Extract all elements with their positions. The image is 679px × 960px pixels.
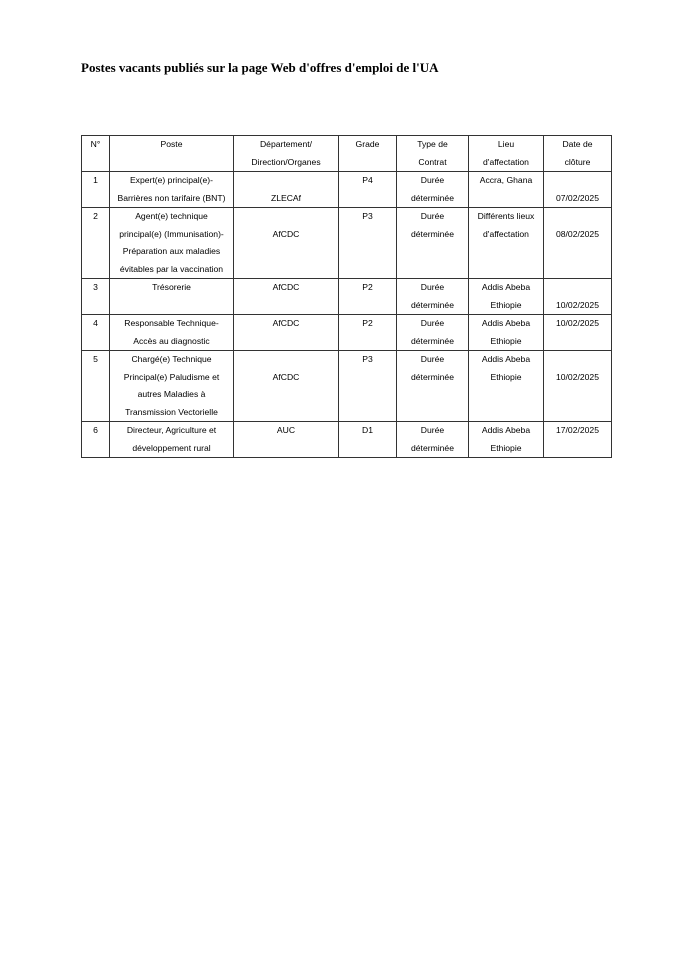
cell-departement: AfCDC bbox=[234, 208, 339, 279]
header-type-contrat: Type de Contrat bbox=[397, 136, 469, 172]
table-row bbox=[82, 351, 612, 422]
cell-departement: AUC bbox=[234, 422, 339, 458]
cell-departement: AfCDC bbox=[234, 315, 339, 351]
cell-date-cloture: 08/02/2025 bbox=[544, 208, 612, 279]
header-grade: Grade bbox=[339, 136, 397, 172]
cell-lieu: Addis Abeba Ethiopie bbox=[469, 315, 544, 351]
cell-lieu: Addis Abeba Ethiopie bbox=[469, 422, 544, 458]
header-poste: Poste bbox=[110, 136, 234, 172]
cell-grade: P3 bbox=[339, 351, 397, 422]
cell-date-cloture: 10/02/2025 bbox=[544, 351, 612, 422]
cell-num: 2 bbox=[82, 208, 110, 279]
table-row bbox=[82, 208, 612, 279]
cell-poste: Chargé(e) Technique Principal(e) Paludisme et autres Maladies à Transmission Vectorielle bbox=[110, 351, 234, 422]
header-date-cloture: Date de clôture bbox=[544, 136, 612, 172]
cell-type-contrat: Durée déterminée bbox=[397, 172, 469, 208]
header-num: N° bbox=[82, 136, 110, 172]
table-header-row bbox=[82, 136, 612, 172]
cell-lieu: Accra, Ghana bbox=[469, 172, 544, 208]
cell-grade: P3 bbox=[339, 208, 397, 279]
cell-type-contrat: Durée déterminée bbox=[397, 351, 469, 422]
cell-departement: AfCDC bbox=[234, 279, 339, 315]
cell-lieu: Différents lieux d'affectation bbox=[469, 208, 544, 279]
cell-num: 1 bbox=[82, 172, 110, 208]
table-row bbox=[82, 172, 612, 208]
cell-date-cloture: 10/02/2025 bbox=[544, 279, 612, 315]
cell-poste: Directeur, Agriculture et développement rural bbox=[110, 422, 234, 458]
cell-type-contrat: Durée déterminée bbox=[397, 315, 469, 351]
cell-date-cloture: 17/02/2025 bbox=[544, 422, 612, 458]
cell-type-contrat: Durée déterminée bbox=[397, 279, 469, 315]
cell-num: 4 bbox=[82, 315, 110, 351]
cell-poste: Agent(e) technique principal(e) (Immunisation)- Préparation aux maladies évitables par la vaccination bbox=[110, 208, 234, 279]
table-row bbox=[82, 279, 612, 315]
cell-grade: P2 bbox=[339, 279, 397, 315]
cell-date-cloture: 07/02/2025 bbox=[544, 172, 612, 208]
header-lieu: Lieu d'affectation bbox=[469, 136, 544, 172]
cell-grade: D1 bbox=[339, 422, 397, 458]
cell-num: 6 bbox=[82, 422, 110, 458]
cell-poste: Responsable Technique- Accès au diagnostic bbox=[110, 315, 234, 351]
page-title: Postes vacants publiés sur la page Web d'offres d'emploi de l'UA bbox=[81, 60, 439, 75]
cell-lieu: Addis Abeba Ethiopie bbox=[469, 351, 544, 422]
cell-grade: P2 bbox=[339, 315, 397, 351]
cell-type-contrat: Durée déterminée bbox=[397, 208, 469, 279]
table-row bbox=[82, 422, 612, 458]
cell-grade: P4 bbox=[339, 172, 397, 208]
cell-lieu: Addis Abeba Ethiopie bbox=[469, 279, 544, 315]
cell-poste: Trésorerie bbox=[110, 279, 234, 315]
vacancies-table bbox=[81, 135, 612, 458]
table-row bbox=[82, 315, 612, 351]
cell-departement: AfCDC bbox=[234, 351, 339, 422]
header-departement: Département/ Direction/Organes bbox=[234, 136, 339, 172]
cell-num: 5 bbox=[82, 351, 110, 422]
cell-date-cloture: 10/02/2025 bbox=[544, 315, 612, 351]
cell-poste: Expert(e) principal(e)- Barrières non tarifaire (BNT) bbox=[110, 172, 234, 208]
cell-type-contrat: Durée déterminée bbox=[397, 422, 469, 458]
cell-num: 3 bbox=[82, 279, 110, 315]
cell-departement: ZLECAf bbox=[234, 172, 339, 208]
